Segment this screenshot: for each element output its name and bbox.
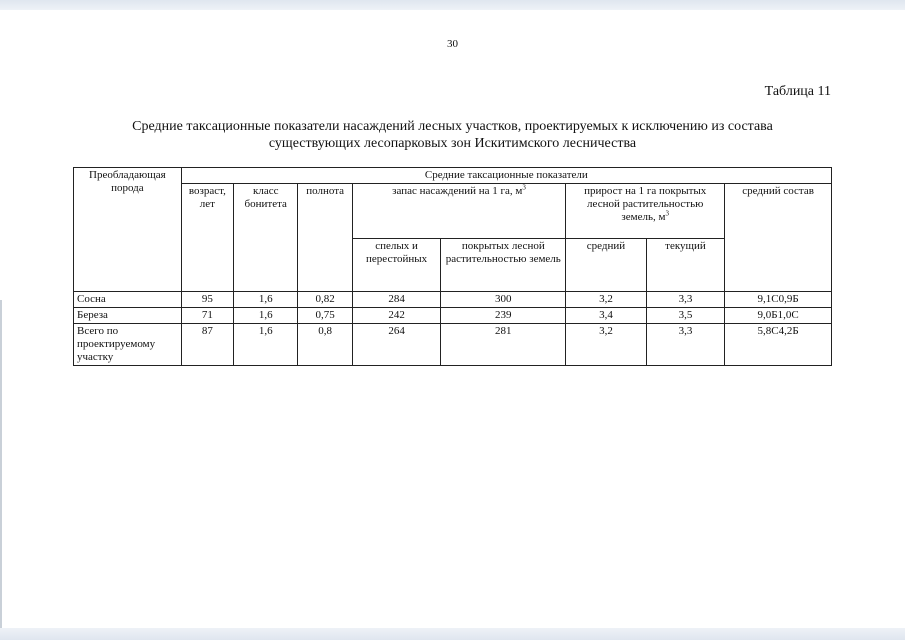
- cell-growth-current: 3,3: [646, 292, 725, 308]
- header-growth: [566, 184, 725, 239]
- cell-age: 95: [181, 292, 233, 308]
- cell-site-class: 1,6: [234, 308, 298, 324]
- header-site-class: класс бонитета: [234, 184, 298, 292]
- header-density: полнота: [298, 184, 352, 292]
- header-age: возраст, лет: [181, 184, 233, 292]
- cell-growth-average: 3,2: [566, 324, 647, 366]
- cell-stock-mature: 242: [352, 308, 441, 324]
- header-stock-covered: покрытых лесной растительностью земель: [441, 239, 566, 292]
- title-line-1: Средние таксационные показатели насаждений лесных участков, проектируемых к исключению из состава: [132, 119, 773, 134]
- cell-stock-covered: 281: [441, 324, 566, 366]
- scan-edge-bottom: [0, 628, 905, 640]
- header-group: Средние таксационные показатели: [181, 168, 831, 184]
- header-stock: [352, 184, 565, 239]
- cell-stock-mature: 264: [352, 324, 441, 366]
- title-line-2: существующих лесопарковых зон Искитимского лесничества: [268, 136, 637, 151]
- cell-growth-current: 3,3: [646, 324, 725, 366]
- header-growth-current: текущий: [646, 239, 725, 292]
- cell-stock-covered: 239: [441, 308, 566, 324]
- header-growth-superscript: 3: [665, 209, 669, 218]
- header-species: Преобладающая порода: [74, 168, 182, 292]
- cell-density: 0,75: [298, 308, 352, 324]
- cell-species: Береза: [74, 308, 182, 324]
- cell-composition: 9,0Б1,0С: [725, 308, 832, 324]
- document-title: [0, 118, 905, 152]
- header-stock-text: запас насаждений на 1 га, м: [392, 185, 523, 197]
- cell-age: 71: [181, 308, 233, 324]
- cell-density: 0,8: [298, 324, 352, 366]
- page-number: 30: [447, 38, 458, 50]
- cell-growth-average: 3,4: [566, 308, 647, 324]
- header-growth-text: прирост на 1 га покрытых лесной растительностью земель, м: [584, 185, 707, 223]
- table-row: [74, 308, 832, 324]
- scan-edge-top: [0, 0, 905, 10]
- cell-growth-average: 3,2: [566, 292, 647, 308]
- cell-density: 0,82: [298, 292, 352, 308]
- header-stock-mature: спелых и перестойных: [352, 239, 441, 292]
- cell-composition: 5,8С4,2Б: [725, 324, 832, 366]
- table-row-total: [74, 324, 832, 366]
- table-row: [74, 292, 832, 308]
- scan-edge-left: [0, 300, 2, 630]
- table-number: Таблица 11: [764, 84, 831, 99]
- cell-growth-current: 3,5: [646, 308, 725, 324]
- cell-composition: 9,1С0,9Б: [725, 292, 832, 308]
- cell-species: Сосна: [74, 292, 182, 308]
- cell-site-class: 1,6: [234, 324, 298, 366]
- cell-stock-mature: 284: [352, 292, 441, 308]
- cell-site-class: 1,6: [234, 292, 298, 308]
- cell-species: Всего по проектируемому участку: [74, 324, 182, 366]
- header-stock-superscript: 3: [522, 183, 526, 192]
- header-growth-average: средний: [566, 239, 647, 292]
- cell-stock-covered: 300: [441, 292, 566, 308]
- header-composition: средний состав: [725, 184, 832, 292]
- taxation-table: [73, 167, 832, 366]
- cell-age: 87: [181, 324, 233, 366]
